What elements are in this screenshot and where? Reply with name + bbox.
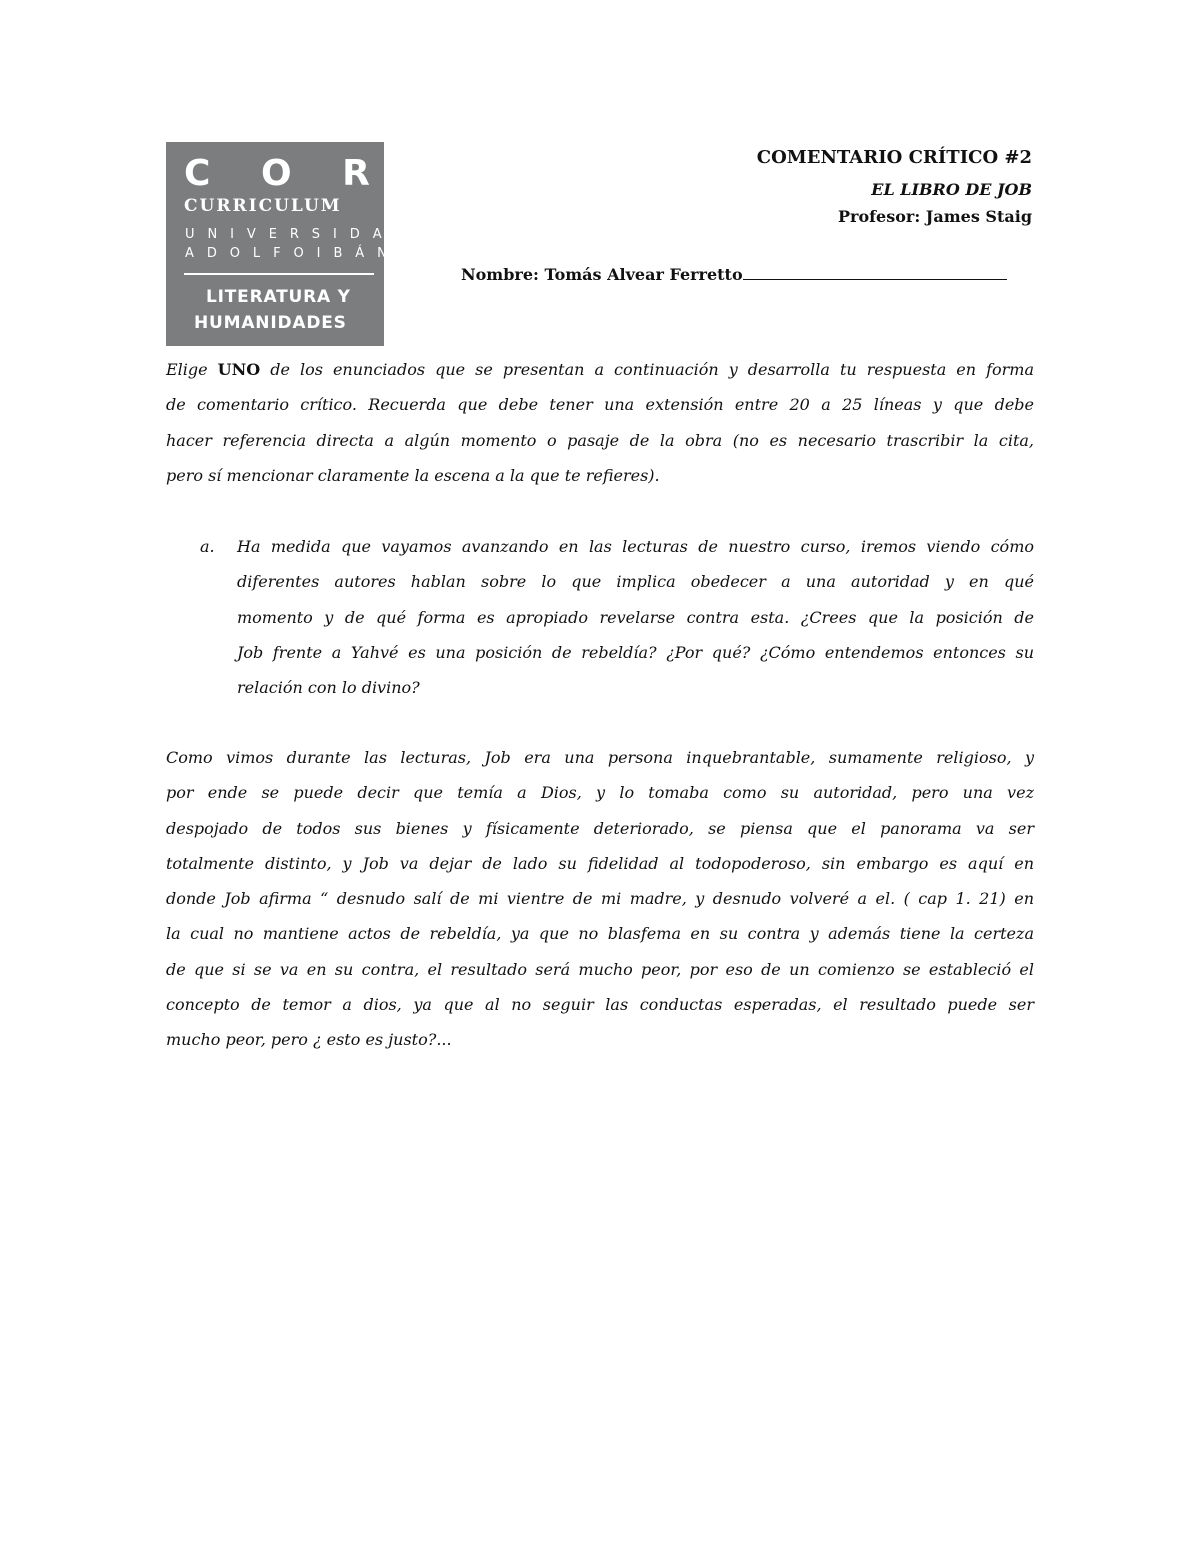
question-paragraph <box>237 529 1034 705</box>
name-blank-line <box>743 261 1007 280</box>
core-curriculum-logo <box>166 142 464 346</box>
instructions-text: de los enunciados que se presentan a continuación y desarrolla tu respuesta en forma <box>260 360 1034 379</box>
instructions-paragraph <box>166 352 1034 493</box>
answer-line: concepto de temor a dios, ya que al no seguir las conductas esperadas, el resultado puede ser <box>166 995 1034 1015</box>
instructions-text: Elige <box>166 360 218 379</box>
answer-line: de que si se va en su contra, el resultado será mucho peor, por eso de un comienzo se estableció el <box>166 959 1034 979</box>
question-line: relación con lo divino? <box>237 678 420 698</box>
answer-line: Como vimos durante las lecturas, Job era una persona inquebrantable, sumamente religioso, y <box>166 748 1034 767</box>
instructions-line <box>166 352 1034 387</box>
document-subtitle: EL LIBRO DE JOB <box>871 180 1032 199</box>
answer-line: la cual no mantiene actos de rebeldía, ya que no blasfema en su contra y además tiene la certeza <box>166 924 1034 944</box>
answer-line: mucho peor, pero ¿ esto es justo?... <box>166 1030 452 1050</box>
instructions-line: de comentario crítico. Recuerda que debe tener una extensión entre 20 a 25 líneas y que debe <box>166 395 1034 415</box>
logo-divider <box>184 273 374 275</box>
logo-universidad-text: U N I V E R S I D A D <box>185 227 409 242</box>
instructions-line: pero sí mencionar claramente la escena a la que te refieres). <box>166 465 660 485</box>
logo-curriculum-text: CURRICULUM <box>184 196 342 216</box>
instructions-line: hacer referencia directa a algún momento o pasaje de la obra (no es necesario trascribir la cita, <box>166 430 1034 450</box>
document-title: COMENTARIO CRÍTICO #2 <box>756 147 1032 168</box>
instructions-emphasis: UNO <box>217 360 261 379</box>
question-line: Ha medida que vayamos avanzando en las lecturas de nuestro curso, iremos viendo cómo <box>237 537 1034 556</box>
student-name-line <box>461 261 1007 284</box>
question-line: diferentes autores hablan sobre lo que implica obedecer a una autoridad y en qué <box>237 572 1034 592</box>
question-line: momento y de qué forma es apropiado revelarse contra esta. ¿Crees que la posición de <box>237 607 1034 627</box>
logo-literatura-text: LITERATURA Y <box>206 287 351 307</box>
logo-humanidades-text: HUMANIDADES <box>194 313 347 333</box>
question-marker: a. <box>200 537 215 556</box>
logo-core-text: C O R E <box>184 153 464 194</box>
answer-line: totalmente distinto, y Job va dejar de lado su fidelidad al todopoderoso, sin embargo es aquí en <box>166 853 1034 873</box>
answer-line: por ende se puede decir que temía a Dios, y lo tomaba como su autoridad, pero una vez <box>166 783 1034 803</box>
answer-line: donde Job afirma “ desnudo salí de mi vientre de mi madre, y desnudo volveré a el. ( cap 1. 21) en <box>166 889 1034 909</box>
student-name-label: Nombre: Tomás Alvear Ferretto <box>461 265 743 284</box>
professor-name: Profesor: James Staig <box>838 207 1032 226</box>
question-line: Job frente a Yahvé es una posición de rebeldía? ¿Por qué? ¿Cómo entendemos entonces su <box>237 642 1034 662</box>
answer-line: despojado de todos sus bienes y físicamente deteriorado, se piensa que el panorama va ser <box>166 818 1034 838</box>
answer-paragraph <box>166 740 1034 1058</box>
logo-adolfo-ibanez-text: A D O L F O I B Á N E Z <box>185 246 435 261</box>
